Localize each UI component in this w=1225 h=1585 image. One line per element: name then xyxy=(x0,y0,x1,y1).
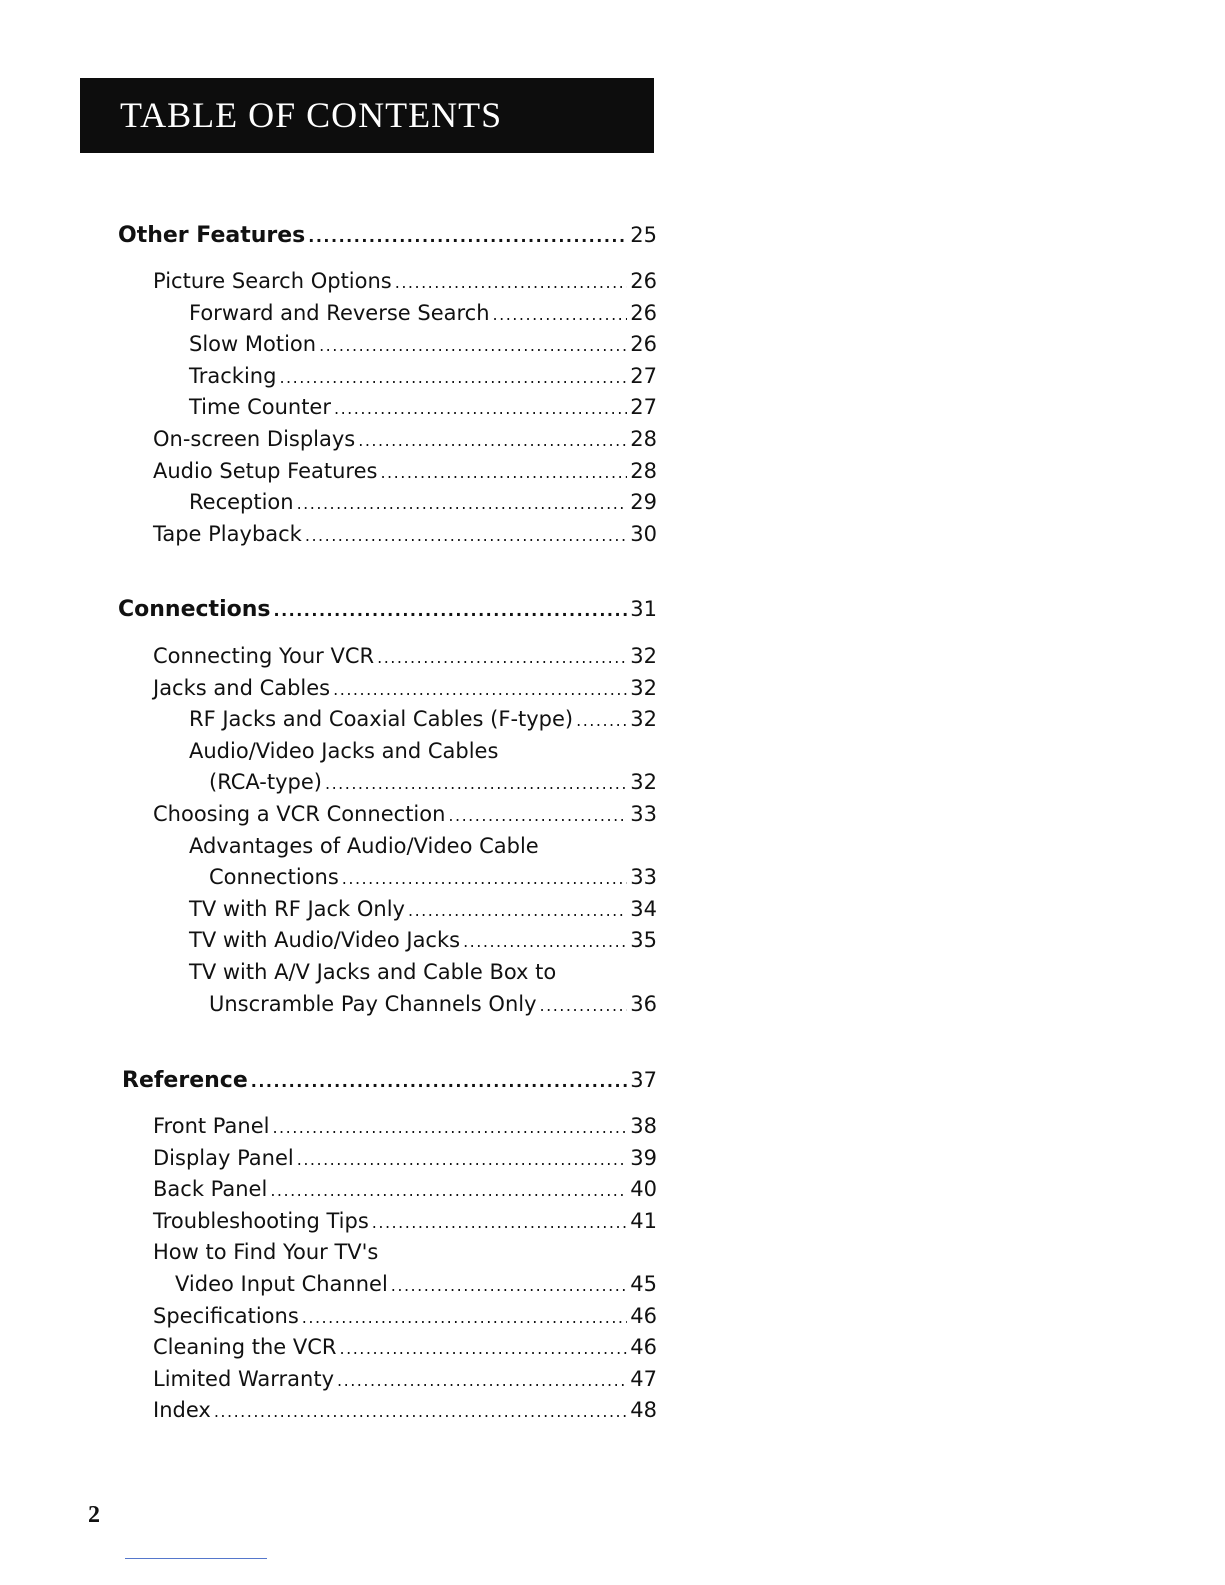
dot-leader xyxy=(297,1145,628,1175)
entry-page-number: 28 xyxy=(630,458,657,483)
toc-entry xyxy=(153,1395,657,1425)
section-page-number: 25 xyxy=(630,223,657,247)
section-page-number: 31 xyxy=(630,597,657,621)
dot-leader xyxy=(333,675,627,705)
entry-label: Back Panel xyxy=(153,1177,268,1202)
dot-leader xyxy=(342,864,628,894)
dot-leader xyxy=(308,222,627,252)
toc-entry xyxy=(189,925,657,955)
entry-label: Choosing a VCR Connection xyxy=(153,802,446,826)
toc-entry xyxy=(189,736,657,766)
entry-page-number: 41 xyxy=(630,1208,657,1233)
entry-label: Jacks and Cables xyxy=(153,675,331,700)
toc-entry xyxy=(153,673,657,703)
toc-section-other-features xyxy=(118,220,657,250)
entry-label: Connecting Your VCR xyxy=(153,644,375,668)
entry-page-number: 34 xyxy=(630,896,657,921)
toc-entry xyxy=(189,894,657,924)
entry-label: On-screen Displays xyxy=(153,427,356,451)
entry-page-number: 35 xyxy=(630,928,657,953)
entry-page-number: 27 xyxy=(630,395,657,420)
toc-entry xyxy=(189,298,657,328)
dot-leader xyxy=(305,521,627,551)
entry-page-number: 46 xyxy=(630,1335,657,1360)
section-title: Other Features xyxy=(118,223,306,248)
section-page-number: 37 xyxy=(630,1068,657,1092)
dot-leader xyxy=(325,769,627,799)
entry-label: Connections xyxy=(209,865,339,890)
entry-page-number: 26 xyxy=(630,332,657,357)
dot-leader xyxy=(377,643,627,673)
entry-page-number: 27 xyxy=(630,363,657,388)
entry-label: Reception xyxy=(189,490,294,515)
section-title: Reference xyxy=(122,1068,248,1093)
toc-entry xyxy=(189,957,657,987)
dot-leader xyxy=(337,1366,627,1396)
dot-leader xyxy=(302,1303,627,1333)
page-number: 2 xyxy=(88,1502,100,1528)
entry-label: Audio/Video Jacks and Cables xyxy=(189,738,499,763)
dot-leader xyxy=(391,1271,627,1301)
entry-page-number: 33 xyxy=(630,802,657,826)
entry-label: Time Counter xyxy=(189,395,331,420)
toc-entry xyxy=(209,862,657,892)
toc-entry xyxy=(153,424,657,454)
toc-entry xyxy=(153,1206,657,1236)
dot-leader xyxy=(463,927,627,957)
entry-label: Cleaning the VCR xyxy=(153,1335,337,1360)
entry-label: Tape Playback xyxy=(153,521,302,546)
toc-entry xyxy=(189,487,657,517)
entry-label: Specifications xyxy=(153,1303,299,1328)
entry-label: Slow Motion xyxy=(189,332,317,357)
entry-page-number: 36 xyxy=(630,991,657,1016)
entry-label: Forward and Reverse Search xyxy=(189,300,490,325)
entry-label: Front Panel xyxy=(153,1114,270,1138)
footer-rule xyxy=(125,1558,267,1559)
entry-page-number: 26 xyxy=(630,269,657,293)
dot-leader xyxy=(576,706,627,736)
entry-page-number: 46 xyxy=(630,1303,657,1328)
entry-page-number: 32 xyxy=(630,675,657,700)
dot-leader xyxy=(214,1397,627,1427)
entry-label: TV with RF Jack Only xyxy=(189,896,405,921)
entry-page-number: 32 xyxy=(630,644,657,668)
toc-entry xyxy=(189,392,657,422)
toc-entry xyxy=(189,361,657,391)
dot-leader xyxy=(493,300,628,330)
entry-label: Display Panel xyxy=(153,1145,294,1170)
toc-entry xyxy=(153,456,657,486)
dot-leader xyxy=(270,1176,627,1206)
entry-page-number: 48 xyxy=(630,1398,657,1423)
entry-page-number: 30 xyxy=(630,521,657,546)
entry-page-number: 33 xyxy=(630,865,657,890)
entry-page-number: 32 xyxy=(630,707,657,732)
dot-leader xyxy=(279,363,627,393)
toc-entry xyxy=(209,767,657,797)
entry-label: Limited Warranty xyxy=(153,1366,335,1391)
toc-entry xyxy=(189,831,657,861)
entry-label: How to Find Your TV's xyxy=(153,1240,379,1265)
toc-entry xyxy=(153,799,657,829)
entry-page-number: 26 xyxy=(630,300,657,325)
entry-label: RF Jacks and Coaxial Cables (F-type) xyxy=(189,707,574,732)
dot-leader xyxy=(272,1113,627,1143)
entry-label: TV with Audio/Video Jacks xyxy=(189,928,461,953)
entry-label: Index xyxy=(153,1398,211,1423)
dot-leader xyxy=(319,331,627,361)
dot-leader xyxy=(395,268,628,298)
toc-entry xyxy=(153,641,657,671)
page-title: TABLE OF CONTENTS xyxy=(120,95,503,135)
section-title: Connections xyxy=(118,597,271,622)
toc-entry xyxy=(189,704,657,734)
entry-page-number: 45 xyxy=(630,1272,657,1296)
toc-entry xyxy=(153,1301,657,1331)
toc-entry xyxy=(153,1237,657,1267)
toc-entry xyxy=(153,1111,657,1141)
toc-entry xyxy=(209,989,657,1019)
toc-section-connections xyxy=(118,594,657,624)
entry-page-number: 32 xyxy=(630,770,657,795)
toc-entry xyxy=(153,1174,657,1204)
toc-entry xyxy=(153,1143,657,1173)
dot-leader xyxy=(448,801,627,831)
entry-label: (RCA-type) xyxy=(209,770,322,795)
dot-leader xyxy=(540,991,628,1021)
entry-page-number: 40 xyxy=(630,1177,657,1202)
dot-leader xyxy=(297,489,628,519)
toc-entry xyxy=(189,329,657,359)
entry-page-number: 29 xyxy=(630,490,657,515)
entry-label: Video Input Channel xyxy=(175,1272,388,1296)
dot-leader xyxy=(380,458,627,488)
dot-leader xyxy=(334,394,627,424)
entry-page-number: 39 xyxy=(630,1145,657,1170)
entry-label: Picture Search Options xyxy=(153,269,392,293)
entry-page-number: 28 xyxy=(630,427,657,451)
dot-leader xyxy=(372,1208,627,1238)
dot-leader xyxy=(251,1067,628,1097)
entry-label: TV with A/V Jacks and Cable Box to xyxy=(189,960,557,984)
entry-label: Advantages of Audio/Video Cable xyxy=(189,833,539,858)
toc-entry xyxy=(175,1269,657,1299)
entry-label: Tracking xyxy=(189,363,277,388)
entry-label: Audio Setup Features xyxy=(153,458,378,483)
entry-page-number: 38 xyxy=(630,1114,657,1138)
dot-leader xyxy=(358,426,627,456)
toc-entry xyxy=(153,266,657,296)
entry-page-number: 47 xyxy=(630,1366,657,1391)
entry-label: Troubleshooting Tips xyxy=(153,1208,369,1233)
dot-leader xyxy=(408,896,627,926)
dot-leader xyxy=(273,596,627,626)
toc-entry xyxy=(153,1332,657,1362)
toc-section-reference xyxy=(122,1065,657,1095)
toc-entry xyxy=(153,519,657,549)
dot-leader xyxy=(340,1334,628,1364)
entry-label: Unscramble Pay Channels Only xyxy=(209,991,537,1016)
toc-entry xyxy=(153,1364,657,1394)
